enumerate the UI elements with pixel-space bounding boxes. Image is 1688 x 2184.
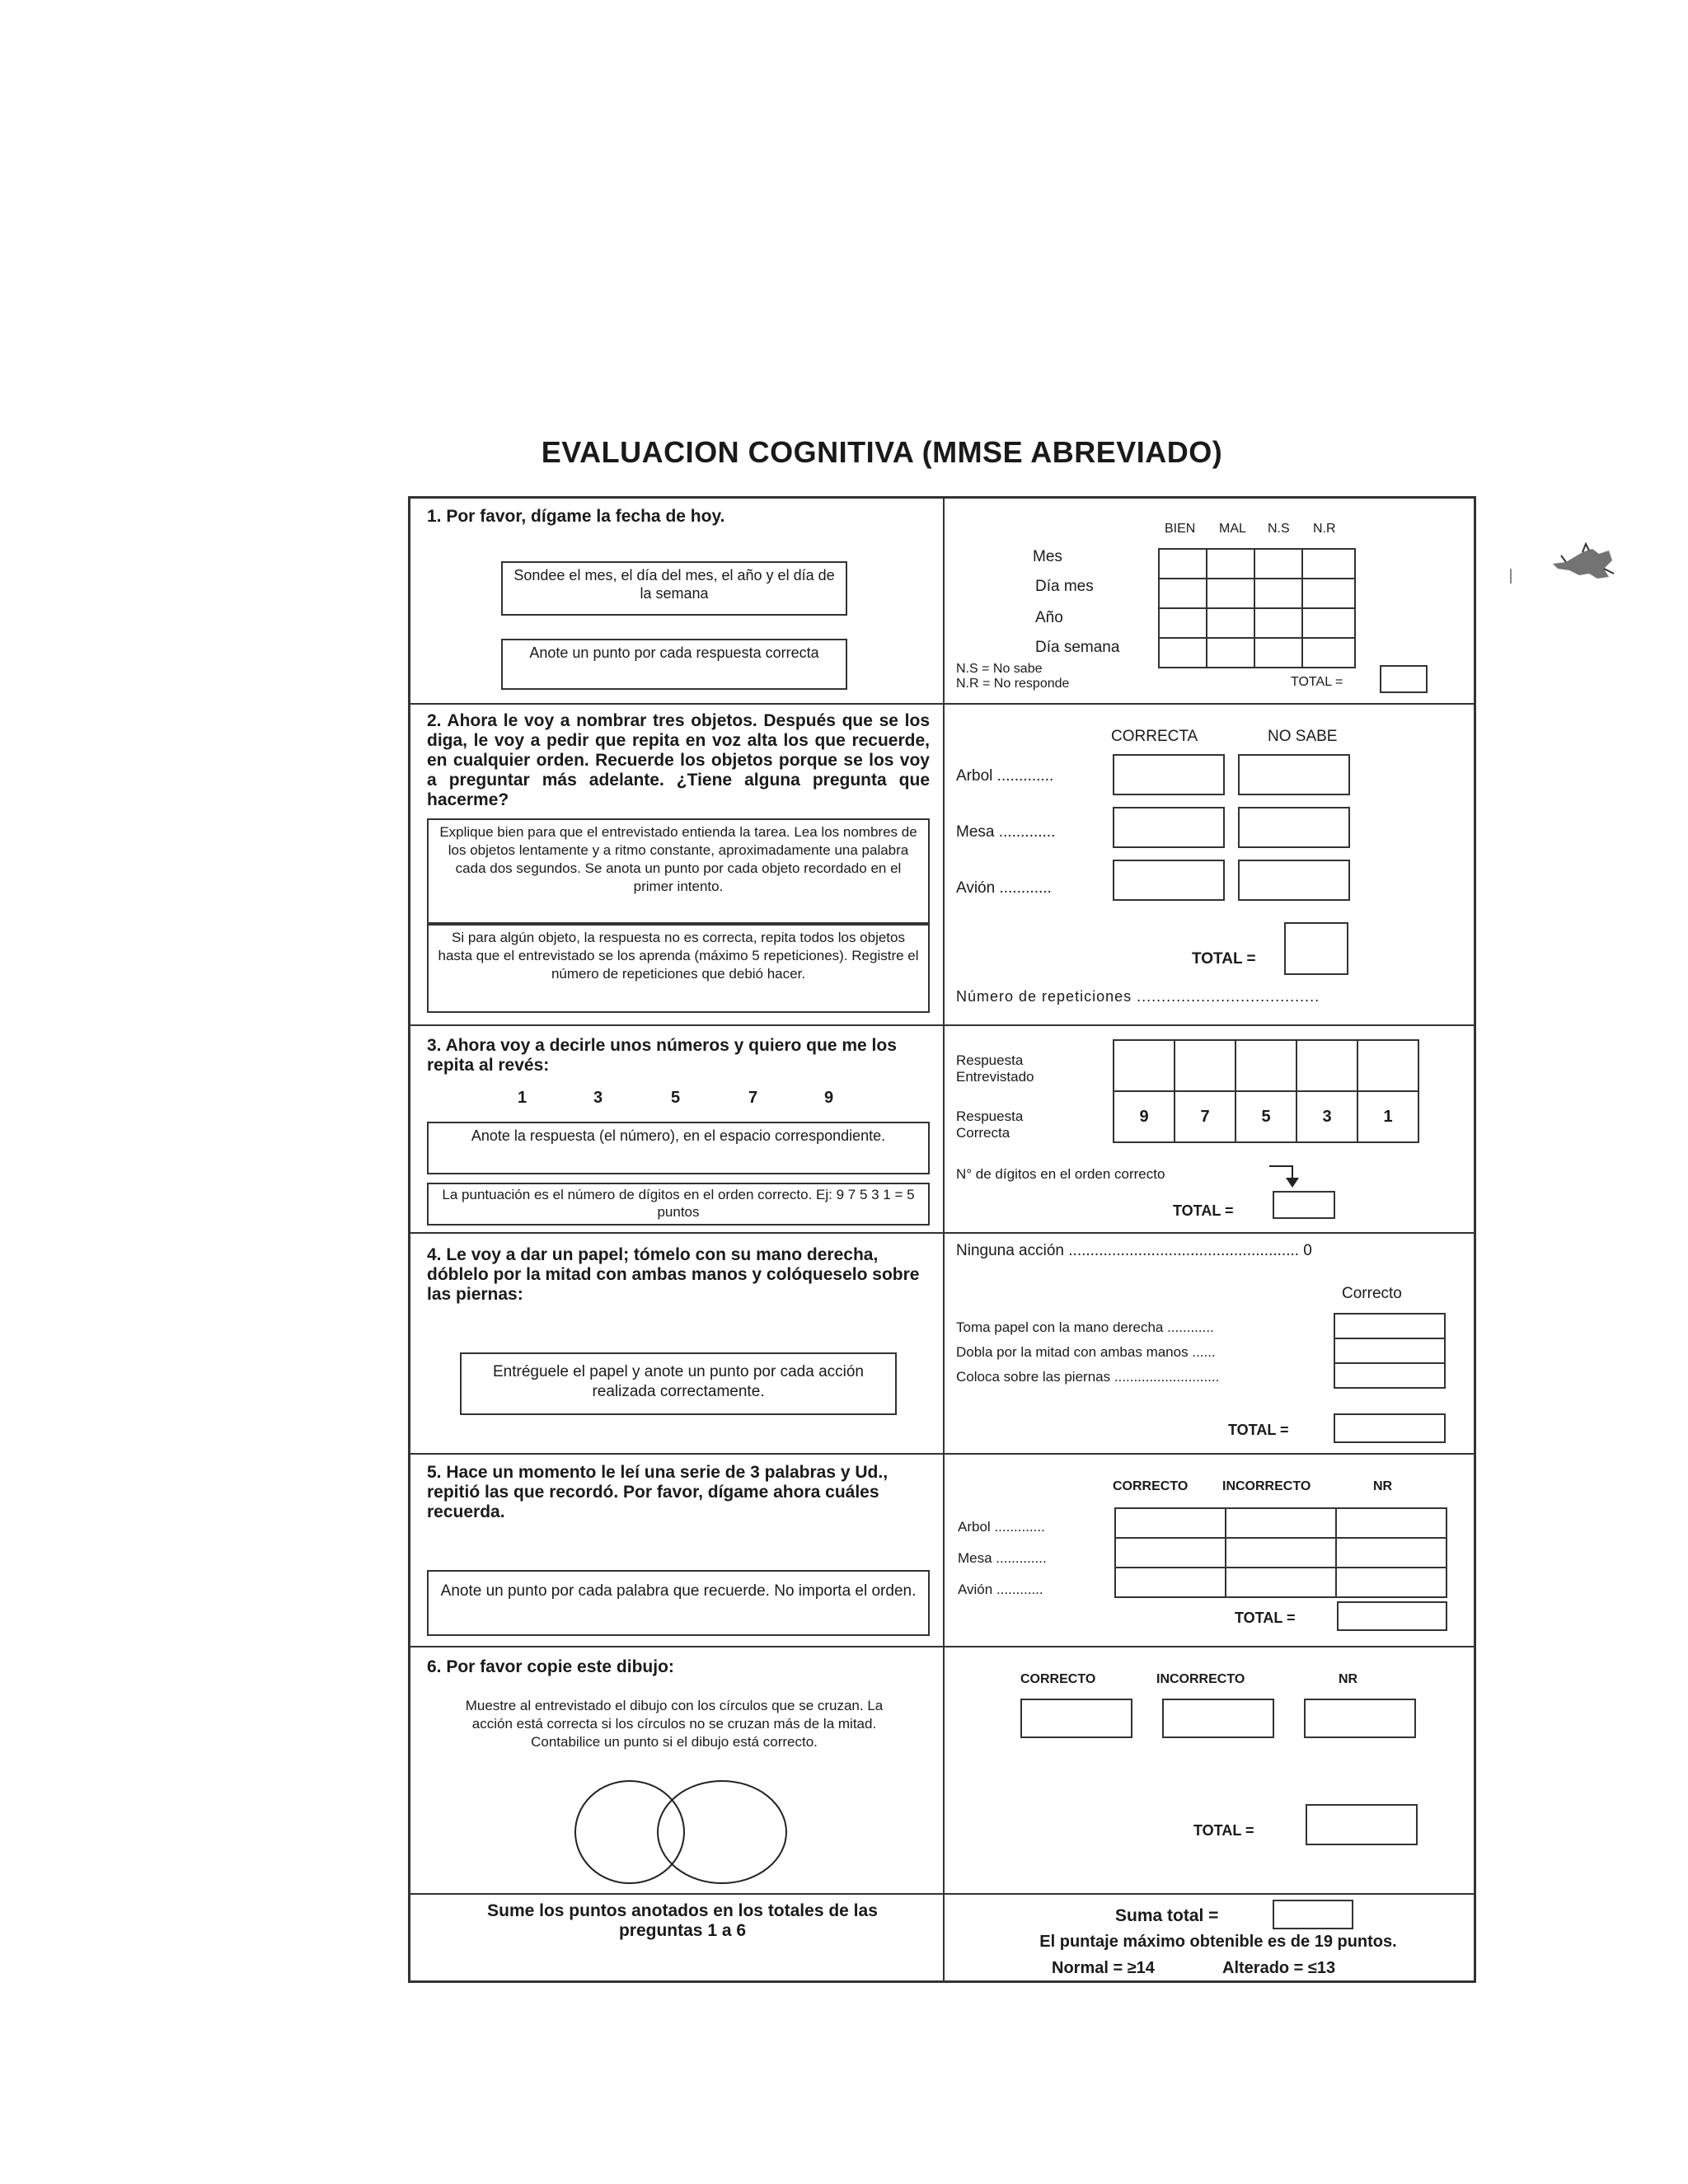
q1-question: 1. Por favor, dígame la fecha de hoy. (427, 507, 725, 526)
q3-correct-digit: 7 (1175, 1091, 1236, 1142)
q3-answer-cell[interactable] (1236, 1040, 1296, 1091)
q2-header-correcta: CORRECTA (1111, 728, 1198, 745)
q4-no-action: Ninguna acción ..................................................... 0 (956, 1242, 1312, 1259)
q1-cell[interactable] (1254, 579, 1302, 608)
q1-total-box[interactable] (1380, 665, 1428, 693)
q3-correct-digit: 5 (1236, 1091, 1296, 1142)
q5-row-mesa: Mesa ............. (958, 1550, 1047, 1566)
q2-arbol-nosabe-box[interactable] (1238, 754, 1350, 795)
q2-note-explain: Explique bien para que el entrevistado entienda la tarea. Lea los nombres de los objetos lentamente y a ritmo constante, aproximadamente una palabra cada dos segundos. Se anota un punto por cada objeto recordado en el primer intento. (427, 818, 930, 924)
q1-row-mes: Mes (1033, 548, 1062, 565)
q2-row-avion: Avión ............ (956, 879, 1052, 897)
q5-header-correcto: CORRECTO (1113, 1479, 1189, 1493)
q6-header-nr: NR (1339, 1672, 1358, 1686)
q5-cell[interactable] (1336, 1538, 1447, 1568)
q1-cell[interactable] (1254, 608, 1302, 638)
row-divider (410, 1893, 1474, 1895)
column-divider (943, 499, 945, 1980)
q1-answer-grid (1158, 548, 1356, 668)
q3-number: 1 (518, 1089, 528, 1107)
q5-cell[interactable] (1336, 1508, 1447, 1538)
q1-header-mal: MAL (1219, 522, 1246, 536)
page-title: EVALUACION COGNITIVA (MMSE ABREVIADO) (541, 435, 1223, 469)
q2-note-repeat: Si para algún objeto, la respuesta no es correcta, repita todos los objetos hasta que el entrevistado se los aprenda (máximo 5 repeticiones). Registre el número de repeticiones que debió hacer. (427, 924, 930, 1013)
normal-range: Normal = ≥14 (1052, 1959, 1155, 1977)
q6-total-box[interactable] (1306, 1804, 1418, 1845)
q4-header-correcto: Correcto (1342, 1285, 1402, 1302)
q4-cell[interactable] (1334, 1363, 1445, 1388)
q6-question: 6. Por favor copie este dibujo: (427, 1657, 674, 1676)
q1-cell[interactable] (1207, 549, 1254, 579)
q2-total-label: TOTAL = (1192, 950, 1256, 968)
q3-correct-digit: 9 (1114, 1091, 1175, 1142)
q5-cell[interactable] (1226, 1568, 1336, 1597)
mmse-form (408, 496, 1476, 1983)
q3-digits-grid (1113, 1039, 1419, 1143)
q2-arbol-correcta-box[interactable] (1113, 754, 1225, 795)
q1-cell[interactable] (1159, 608, 1207, 638)
q3-answer-cell[interactable] (1357, 1040, 1418, 1091)
q4-cell[interactable] (1334, 1314, 1445, 1338)
row-divider (410, 703, 1474, 705)
q4-row-place: Coloca sobre las piernas ........................... (956, 1369, 1220, 1385)
scan-speck (1510, 569, 1512, 583)
q6-total-label: TOTAL = (1193, 1822, 1254, 1839)
q1-cell[interactable] (1207, 579, 1254, 608)
q3-answer-cell[interactable] (1175, 1040, 1236, 1091)
q5-cell[interactable] (1115, 1508, 1226, 1538)
q3-answer-cell[interactable] (1296, 1040, 1357, 1091)
max-score-text: El puntaje máximo obtenible es de 19 puntos. (1039, 1933, 1397, 1951)
q4-row-take: Toma papel con la mano derecha ............ (956, 1319, 1214, 1335)
q5-cell[interactable] (1115, 1538, 1226, 1568)
q5-header-incorrecto: INCORRECTO (1222, 1479, 1311, 1493)
q1-cell[interactable] (1159, 579, 1207, 608)
overlapping-circles-drawing (559, 1774, 806, 1890)
q3-digits-label: N° de dígitos en el orden correcto (956, 1166, 1165, 1182)
q3-number: 5 (671, 1089, 681, 1107)
q5-cell[interactable] (1115, 1568, 1226, 1597)
q1-header-nr: N.R (1313, 522, 1336, 536)
q6-correcto-box[interactable] (1020, 1699, 1132, 1738)
q5-cell[interactable] (1336, 1568, 1447, 1597)
q1-legend-nr: N.R = No responde (956, 677, 1070, 691)
q4-row-fold: Dobla por la mitad con ambas manos ...... (956, 1344, 1216, 1360)
q6-header-incorrecto: INCORRECTO (1156, 1672, 1245, 1686)
q1-row-dia-semana: Día semana (1035, 639, 1120, 656)
scan-smudge-mark (1550, 541, 1615, 590)
q1-row-dia-mes: Día mes (1035, 578, 1094, 595)
q5-cell[interactable] (1226, 1538, 1336, 1568)
q4-cell[interactable] (1334, 1338, 1445, 1363)
q1-cell[interactable] (1207, 638, 1254, 668)
q3-number: 7 (748, 1089, 758, 1107)
row-divider (410, 1024, 1474, 1026)
q2-question: 2. Ahora le voy a nombrar tres objetos. Después que se los diga, le voy a pedir que repita en voz alta los que recuerde, en cualquier orden. Recuerde los objetos porque se los voy a preguntar más adelante. ¿Tiene alguna pregunta que hacerme? (427, 711, 930, 809)
q5-cell[interactable] (1226, 1508, 1336, 1538)
q1-header-bien: BIEN (1165, 522, 1196, 536)
q1-note-probe: Sondee el mes, el día del mes, el año y el día de la semana (501, 561, 847, 616)
q2-repetitions[interactable]: Número de repeticiones ..................................... (956, 988, 1320, 1005)
q5-total-label: TOTAL = (1235, 1610, 1296, 1626)
q3-number: 9 (824, 1089, 834, 1107)
q3-question: 3. Ahora voy a decirle unos números y quiero que me los repita al revés: (427, 1036, 897, 1075)
q4-answer-grid (1334, 1313, 1446, 1389)
q1-cell[interactable] (1254, 549, 1302, 579)
q1-cell[interactable] (1159, 638, 1207, 668)
q5-row-avion: Avión ............ (958, 1582, 1043, 1597)
q2-total-box[interactable] (1284, 922, 1348, 975)
q1-cell[interactable] (1302, 608, 1355, 638)
q3-row-entrevistado: Respuesta Entrevistado (956, 1052, 1034, 1085)
q3-note-score: La puntuación es el número de dígitos en el orden correcto. Ej: 9 7 5 3 1 = 5 puntos (427, 1183, 930, 1226)
arrow-down-icon (1268, 1163, 1301, 1189)
q1-cell[interactable] (1254, 638, 1302, 668)
q1-cell[interactable] (1302, 638, 1355, 668)
q6-note: Muestre al entrevistado el dibujo con los círculos que se cruzan. La acción está correcta si los círculos no se cruzan más de la mitad. Contabilice un punto si el dibujo está correcto. (465, 1698, 884, 1750)
q3-correct-digit: 1 (1357, 1091, 1418, 1142)
sum-total-box[interactable] (1273, 1900, 1353, 1929)
q3-row-correcta: Respuesta Correcta (956, 1108, 1024, 1141)
q4-total-label: TOTAL = (1228, 1422, 1289, 1438)
q5-question: 5. Hace un momento le leí una serie de 3 palabras y Ud., repitió las que recordó. Por favor, dígame ahora cuáles recuerda. (427, 1463, 889, 1521)
q2-avion-nosabe-box[interactable] (1238, 860, 1350, 901)
row-divider (410, 1453, 1474, 1455)
q4-question: 4. Le voy a dar un papel; tómelo con su mano derecha, dóblelo por la mitad con ambas manos y colóqueselo sobre las piernas: (427, 1245, 920, 1304)
q4-total-box[interactable] (1334, 1413, 1446, 1443)
row-divider (410, 1646, 1474, 1647)
q2-mesa-correcta-box[interactable] (1113, 807, 1225, 848)
q5-header-nr: NR (1373, 1479, 1393, 1493)
q2-row-arbol: Arbol ............. (956, 767, 1054, 785)
sum-total-label: Suma total = (1115, 1906, 1219, 1925)
q1-header-ns: N.S (1268, 522, 1290, 536)
q1-cell[interactable] (1302, 579, 1355, 608)
q2-header-no-sabe: NO SABE (1268, 728, 1338, 745)
q1-legend-ns: N.S = No sabe (956, 662, 1043, 676)
q3-number: 3 (593, 1089, 603, 1107)
q1-cell[interactable] (1159, 549, 1207, 579)
q5-total-box[interactable] (1337, 1601, 1447, 1631)
q6-nr-box[interactable] (1304, 1699, 1416, 1738)
q6-incorrecto-box[interactable] (1162, 1699, 1274, 1738)
q2-mesa-nosabe-box[interactable] (1238, 807, 1350, 848)
q5-row-arbol: Arbol ............. (958, 1519, 1045, 1535)
q5-note: Anote un punto por cada palabra que recuerde. No importa el orden. (427, 1570, 930, 1636)
altered-range: Alterado = ≤13 (1222, 1959, 1336, 1977)
q6-header-correcto: CORRECTO (1020, 1672, 1096, 1686)
q3-note-answer: Anote la respuesta (el número), en el espacio correspondiente. (427, 1122, 930, 1174)
q3-total-box[interactable] (1273, 1191, 1335, 1219)
q3-correct-digit: 3 (1296, 1091, 1357, 1142)
q2-avion-correcta-box[interactable] (1113, 860, 1225, 901)
q3-total-label: TOTAL = (1173, 1202, 1234, 1219)
summary-instruction: Sume los puntos anotados en los totales de las preguntas 1 a 6 (487, 1901, 878, 1940)
q3-answer-cell[interactable] (1114, 1040, 1175, 1091)
q1-cell[interactable] (1302, 549, 1355, 579)
q1-row-ano: Año (1035, 609, 1063, 626)
q5-answer-grid (1114, 1507, 1447, 1598)
q2-row-mesa: Mesa ............. (956, 823, 1056, 841)
q1-cell[interactable] (1207, 608, 1254, 638)
q1-total-label: TOTAL = (1291, 675, 1343, 689)
row-divider (410, 1232, 1474, 1234)
q1-note-score: Anote un punto por cada respuesta correcta (501, 639, 847, 690)
q4-note: Entréguele el papel y anote un punto por cada acción realizada correctamente. (460, 1352, 897, 1415)
